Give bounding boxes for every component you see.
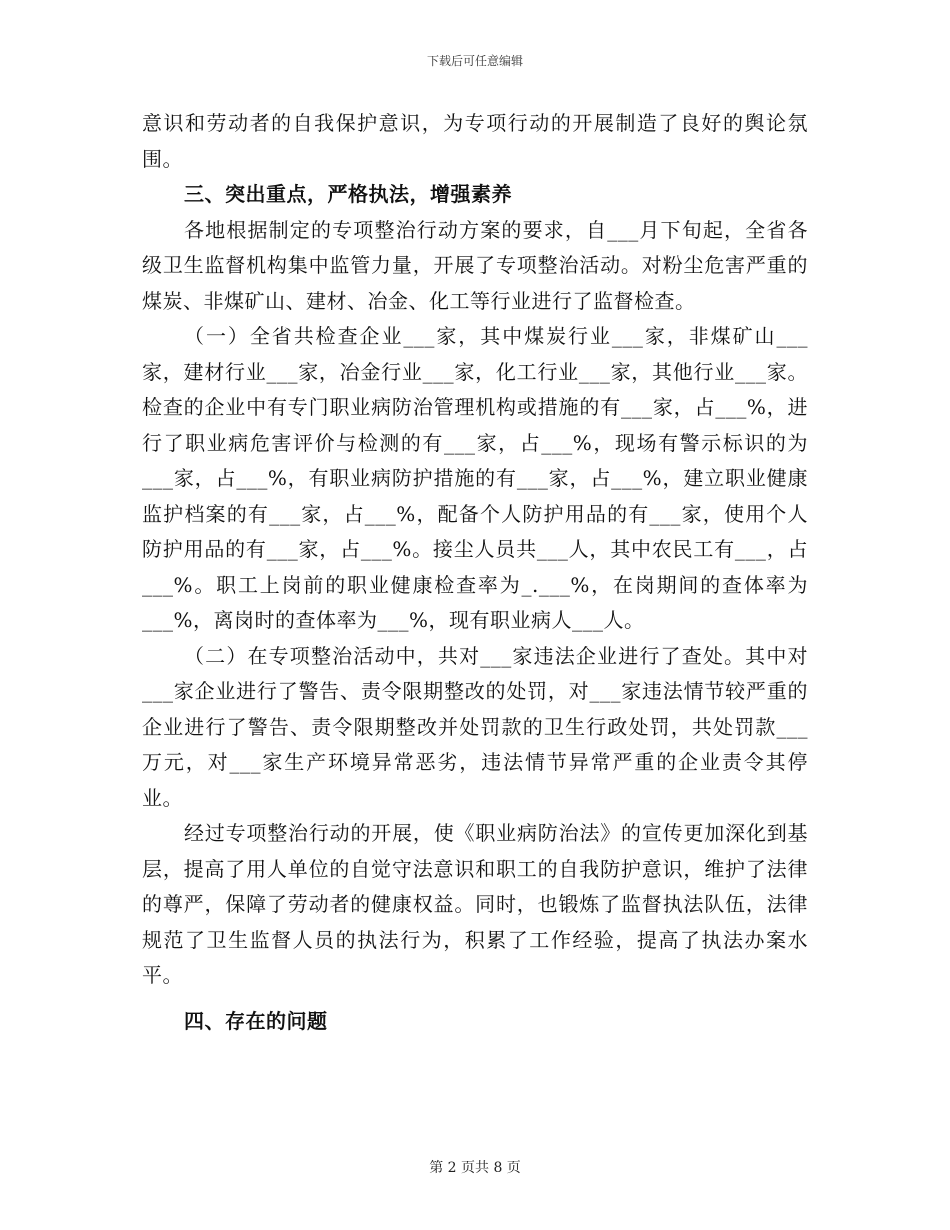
paragraph-item-1: （一）全省共检查企业___家，其中煤炭行业___家，非煤矿山___家，建材行业___家，冶金行业___家，化工行业___家，其他行业___家。检查的企业中有专门职业病防治管理机构或措施的有___家，占___%，进行了职业病危害评价与检测的有___家，占___%，现场有警示标识的为___家，占___%，有职业病防护措施的有___家，占___%，建立职业健康监护档案的有___家，占___%，配备个人防护用品的有___家，使用个人防护用品的有___家，占___%。接尘人员共___人，其中农民工有___，占___%。职工上岗前的职业健康检查率为_.___%，在岗期间的查体率为___%，离岗时的查体率为___%，现有职业病人___人。 bbox=[142, 324, 808, 632]
page-number: 第 2 页共 8 页 bbox=[429, 1160, 521, 1176]
paragraph-summary: 经过专项整治行动的开展，使《职业病防治法》的宣传更加深化到基层，提高了用人单位的自觉守法意识和职工的自我防护意识，维护了法律的尊严，保障了劳动者的健康权益。同时，也锻炼了监督执法队伍，法律规范了卫生监督人员的执法行为，积累了工作经验，提高了执法办案水平。 bbox=[142, 821, 808, 987]
page-header: 下载后可任意编辑 bbox=[426, 54, 523, 68]
paragraph-intro: 各地根据制定的专项整治行动方案的要求，自___月下旬起，全省各级卫生监督机构集中监管力量，开展了专项整治活动。对粉尘危害严重的煤炭、非煤矿山、建材、冶金、化工等行业进行了监督检查。 bbox=[142, 217, 808, 313]
paragraph-item-2: （二）在专项整治活动中，共对___家违法企业进行了查处。其中对___家企业进行了警告、责令限期整改的处罚，对___家违法情节较严重的企业进行了警告、责令限期整改并处罚款的卫生行政处罚，共处罚款___万元，对___家生产环境异常恶劣，违法情节异常严重的企业责令其停业。 bbox=[142, 643, 808, 810]
section-heading-3: 三、突出重点，严格执法，增强素养 bbox=[184, 182, 512, 206]
section-heading-4: 四、存在的问题 bbox=[184, 1008, 328, 1033]
paragraph-continuation: 意识和劳动者的自我保护意识，为专项行动的开展制造了良好的舆论氛围。 bbox=[142, 111, 808, 171]
document-body bbox=[142, 106, 808, 1039]
